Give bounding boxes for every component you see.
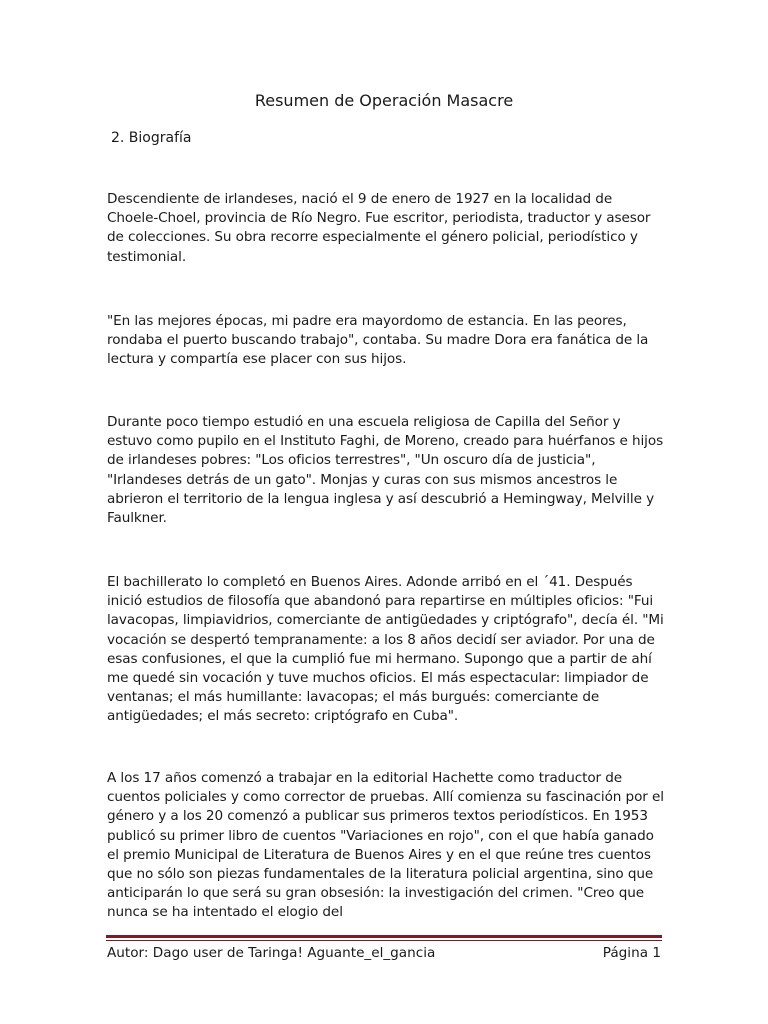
paragraph-family: "En las mejores épocas, mi padre era mayordomo de estancia. En las peores, rondaba el puerto buscando trabajo", contaba. Su madre Dora era fanática de la lectura y compartía ese placer con sus hijos. [107, 313, 649, 368]
section-heading: 2. Biografía [111, 130, 192, 146]
paragraph-occupations: El bachillerato lo completó en Buenos Aires. Adonde arribó en el ´41. Después inició estudios de filosofía que abandonó para repartirse en múltiples oficios: "Fui lavacopas, limpiavidrios, comerciante de antigüedades y criptógrafo", decía él. "Mi vocación se despertó tempranamente: a los 8 años decidí ser aviador. Por una de esas confusiones, el que la cumplió fue mi hermano. Supongo que a partir de ahí me quedé sin vocación y tuve muchos oficios. El más espectacular: limpiador de ventanas; el más humillante: lavacopas; el más burgués: comerciante de antigüedades; el más secreto: criptógrafo en Cuba". [107, 574, 664, 725]
footer-author: Autor: Dago user de Taringa! Aguante_el_gancia [107, 945, 436, 961]
footer-divider-thin [106, 940, 662, 941]
paragraph-education: Durante poco tiempo estudió en una escuela religiosa de Capilla del Señor y estuvo como pupilo en el Instituto Faghi, de Moreno, creado para huérfanos e hijos de irlandeses pobres: "Los oficios terrestres", "Un oscuro día de justicia", "Irlandeses detrás de un gato". Monjas y curas con sus mismos ancestros le abrieron el territorio de la lengua inglesa y así descubrió a Hemingway, Melville y Faulkner. [107, 414, 664, 527]
paragraph-career: A los 17 años comenzó a trabajar en la editorial Hachette como traductor de cuentos policiales y como corrector de pruebas. Allí comienza su fascinación por el género y a los 20 comenzó a publicar sus primeros textos periodísticos. En 1953 publicó su primer libro de cuentos "Variaciones en rojo", con el que había ganado el premio Municipal de Literatura de Buenos Aires y en el que reúne tres cuentos que no sólo son piezas fundamentales de la literatura policial argentina, sino que anticiparán lo que será su gran obsesión: la investigación del crimen. "Creo que nunca se ha intentado el elogio del [107, 770, 664, 921]
footer-page-number: Página 1 [602, 945, 661, 961]
document-title: Resumen de Operación Masacre [254, 91, 514, 110]
footer-divider-thick [106, 935, 662, 938]
paragraph-origins: Descendiente de irlandeses, nació el 9 de enero de 1927 en la localidad de Choele-Choel, provincia de Río Negro. Fue escritor, periodista, traductor y asesor de colecciones. Su obra recorre especialmente el género policial, periodístico y testimonial. [107, 191, 651, 265]
